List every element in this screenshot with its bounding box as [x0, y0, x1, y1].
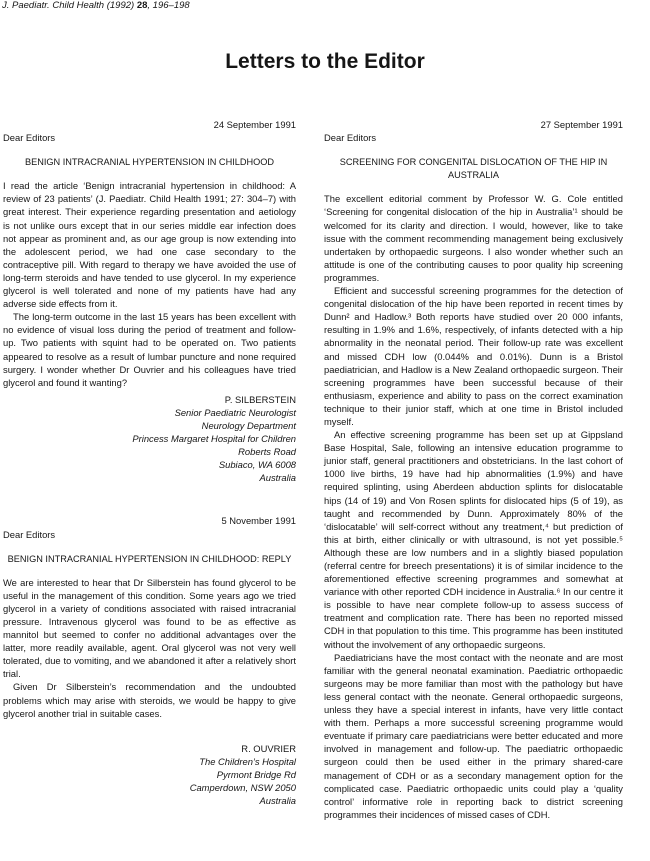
letter1-signature — [3, 393, 296, 485]
letter1-date: 24 September 1991 — [213, 119, 296, 130]
letter2-title: BENIGN INTRACRANIAL HYPERTENSION IN CHILDHOOD: REPLY — [7, 553, 292, 564]
letter3-salutation: Dear Editors — [324, 132, 377, 144]
letter3-date: 27 September 1991 — [540, 119, 623, 130]
signature-line: Princess Margaret Hospital for Children — [132, 433, 296, 445]
letter3-paragraph: The excellent editorial comment by Professor W. G. Cole entitled ‘Screening for congenital dislocation of the hip in Australia’¹ should be welcomed for its clarity and direction. I would, however, like to take issue with the comment recommending management being exclusively undertaken by orthopaedic surgeons. I also wonder whether such an attitude is one of the contributing causes to poor quality hip screening programmes. — [324, 193, 623, 283]
letter3-paragraph: An effective screening programme has been set up at Gippsland Base Hospital, Sale, following an intensive education programme to junior staff, general practitioners and obstetricians. In the last cohort of 1000 live births, 19 have had hip abnormalities (1.9%) and have required splinting, using Aberdeen abduction splints for dislocatable hips (14 of 19) and Von Rosen splints for dislocated hips (5 of 19), as taught and recommended by Dunn. Approximately 80% of the ‘dislocatable’ will self-correct without any treatment,⁴ but prediction of this at birth, either clinically or with ultrasound, is not yet possible.⁵ Although these are low numbers and in a slightly biased population (referral centre for breech presentations) it is of similar incidence to the aforementioned effective screening programmes and somewhat at variance with other reported CDH incidence in Australia.⁶ In our centre it is possible to have near complete follow-up to assess success of treatment and complication rate. There has been no reported missed CDH in that population to this time. This programme has been instituted without the involvement of any orthopaedic surgeons. — [324, 429, 623, 650]
signature-line: Roberts Road — [238, 446, 296, 458]
signature-line: Senior Paediatric Neurologist — [174, 406, 296, 418]
letter2-signature — [3, 742, 296, 807]
letter3-title: SCREENING FOR CONGENITAL DISLOCATION OF THE HIP IN AUSTRALIA — [339, 157, 608, 181]
signature-line: Australia — [259, 472, 296, 484]
letter1-title: BENIGN INTRACRANIAL HYPERTENSION IN CHILDHOOD — [24, 157, 275, 168]
signature-line: Subiaco, WA 6008 — [218, 459, 296, 471]
page-title: Letters to the Editor — [225, 50, 425, 73]
letter3-paragraph: Paediatricians have the most contact with the neonate and are most familiar with the general neonatal examination. Paediatric orthopaedic surgeons may be more familiar than most with the pathology but have less general contact with the neonate. General orthopaedic surgeons, unless they have a special interest in infants, have very little contact with them. Perhaps a more successful screening programme would eventuate if primary care paediatricians were better educated and more involved in management and follow-up. The paediatric orthopaedic surgeon could then be used either in the primary shared-care management of CDH or as a secondary management option for the complicated case. Paediatric orthopaedic units could play a ‘quality control’ informative role in reporting back to district screening programmes their incidences of missed cases of CDH. — [324, 651, 623, 820]
letter1-salutation: Dear Editors — [3, 132, 56, 144]
signature-name: R. OUVRIER — [241, 742, 296, 754]
signature-line: Pyrmont Bridge Rd — [216, 768, 296, 780]
signature-line: Camperdown, NSW 2050 — [189, 782, 296, 794]
journal-reference: J. Paediatr. Child Health (1992) 28, 196–198 — [2, 0, 190, 11]
letter2-paragraph: We are interested to hear that Dr Silberstein has found glycerol to be useful in the management of this condition. Some years ago we tried glycerol in a variety of conditions associated with raised intracranial pressure. Intravenous glycerol was found to be as effective as mannitol but seemed to confer no additional advantages over the latter, more readily available, agent. Oral glycerol was not very well tolerated, due to vomiting, and we abandoned it after a relatively short trial. — [3, 576, 296, 680]
letter1-paragraph: The long-term outcome in the last 15 years has been excellent with no evidence of visual loss during the period of treatment and follow-up. Two patients with squint had to be operated on. Two patients appeared to resolve as a result of lumbar puncture and none required surgery. I wonder whether Dr Ouvrier and his colleagues have tried glycerol and found it wanting? — [3, 311, 296, 388]
letter1-paragraph: I read the article ‘Benign intracranial hypertension in childhood: A review of 23 patients’ (J. Paediatr. Child Health 1991; 27: 304–7) with great interest. Their experience regarding presentation and aetiology is not unlike ours except that in our series middle ear infection does not appear as prominent and, as our age group is now extending into the adolescent period, we had one case secondary to the contraceptive pill. With regard to therapy we have avoided the use of long-term steroids and have tended to use glycerol. In my experience glycerol is well tolerated and none of my patients have had any adverse side effects from it. — [3, 180, 296, 310]
letter2-paragraph: Given Dr Silberstein’s recommendation and the undoubted problems which may arise with steroids, we would be happy to give glycerol another trial in suitable cases. — [3, 681, 296, 719]
right-column — [324, 118, 623, 821]
letter3-paragraph: Efficient and successful screening programmes for the detection of congenital dislocation of the hip have been reported in recent times by Dunn² and Hadlow.³ Both reports have studied over 20 000 infants, resulting in 1.9% and 1.6%, respectively, of infants detected with a hip abnormality in the neonatal period. Their follow-up rate was excellent and missed CDH low (0.044% and 0.01%). Dunn is a Bristol paediatrician, and Hadlow is a New Zealand orthopaedic surgeon. Their screening programmes have been successful because of their enthusiasm, experience and ability to pass on the correct examination technique to their junior staff, which at one time in Bristol included myself. — [324, 285, 623, 427]
signature-line: Australia — [259, 795, 296, 807]
letter2-salutation: Dear Editors — [3, 528, 56, 540]
signature-name: P. SILBERSTEIN — [224, 393, 296, 405]
signature-line: The Children’s Hospital — [199, 755, 296, 767]
signature-line: Neurology Department — [201, 419, 296, 431]
letter2-date: 5 November 1991 — [221, 515, 296, 527]
left-column — [3, 118, 296, 807]
